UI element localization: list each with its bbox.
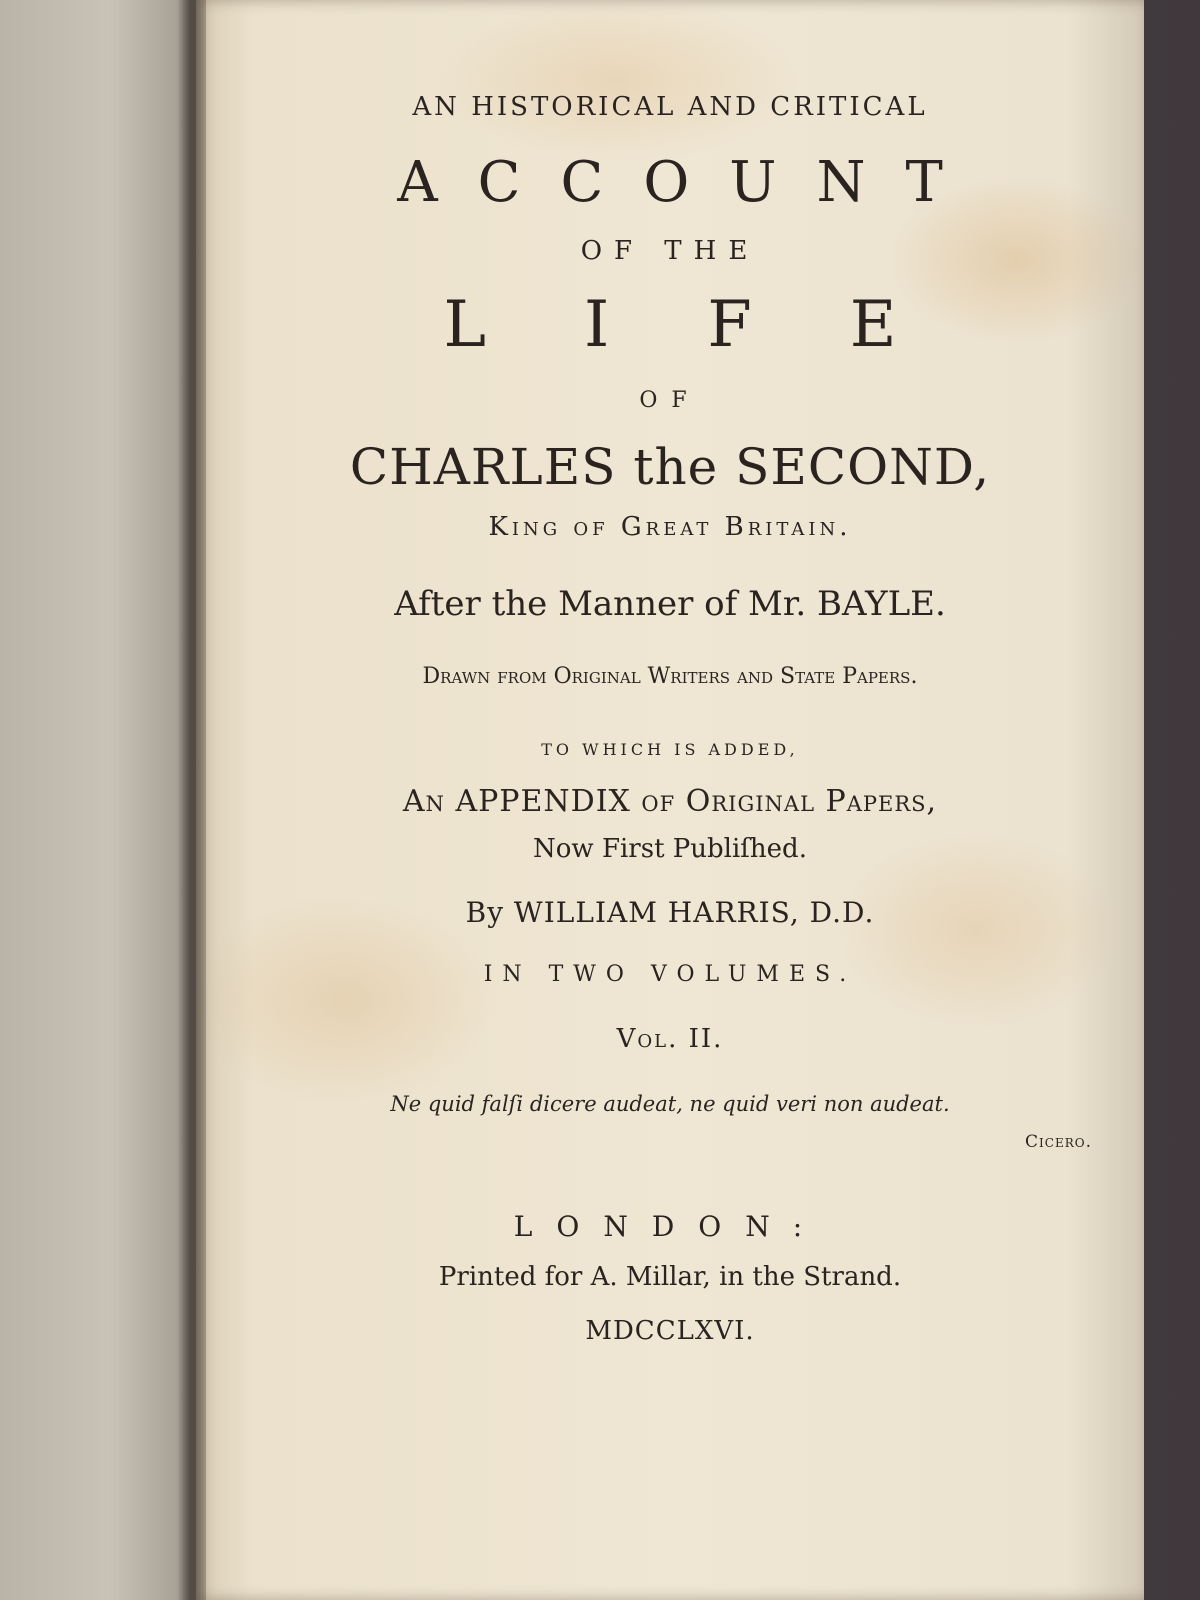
added-line: TO WHICH IS ADDED, xyxy=(541,740,799,759)
subject-title: King of Great Britain. xyxy=(488,512,852,542)
title-page xyxy=(196,0,1144,1600)
imprint-place: LONDON: xyxy=(513,1210,827,1243)
latin-motto: Ne quid falſi dicere audeat, ne quid veri non audeat. xyxy=(390,1092,950,1116)
imprint-date: MDCCLXVI. xyxy=(585,1316,755,1346)
imprint-printer: Printed for A. Millar, in the Strand. xyxy=(438,1262,902,1292)
drawn-from-line: Drawn from Original Writers and State Papers. xyxy=(422,664,918,689)
title-heading: AN HISTORICAL AND CRITICAL xyxy=(412,92,928,122)
author-line: By WILLIAM HARRIS, D.D. xyxy=(465,896,875,929)
volumes-line: IN TWO VOLUMES. xyxy=(483,962,857,987)
facing-endpaper xyxy=(0,0,200,1600)
motto-source: Cicero. xyxy=(1025,1132,1092,1152)
now-first-line: Now First Publiſhed. xyxy=(533,834,807,864)
title-life: LIFE xyxy=(443,288,995,362)
book-gutter xyxy=(178,0,206,1600)
title-subject: CHARLES the SECOND, xyxy=(349,438,991,496)
volume-number: Vol. II. xyxy=(616,1024,724,1054)
title-of: OF xyxy=(639,388,701,413)
title-account: ACCOUNT xyxy=(397,150,983,215)
appendix-line: An APPENDIX of Original Papers, xyxy=(402,784,938,819)
title-of-the: OF THE xyxy=(580,236,760,266)
manner-line: After the Manner of Mr. BAYLE. xyxy=(394,584,946,624)
